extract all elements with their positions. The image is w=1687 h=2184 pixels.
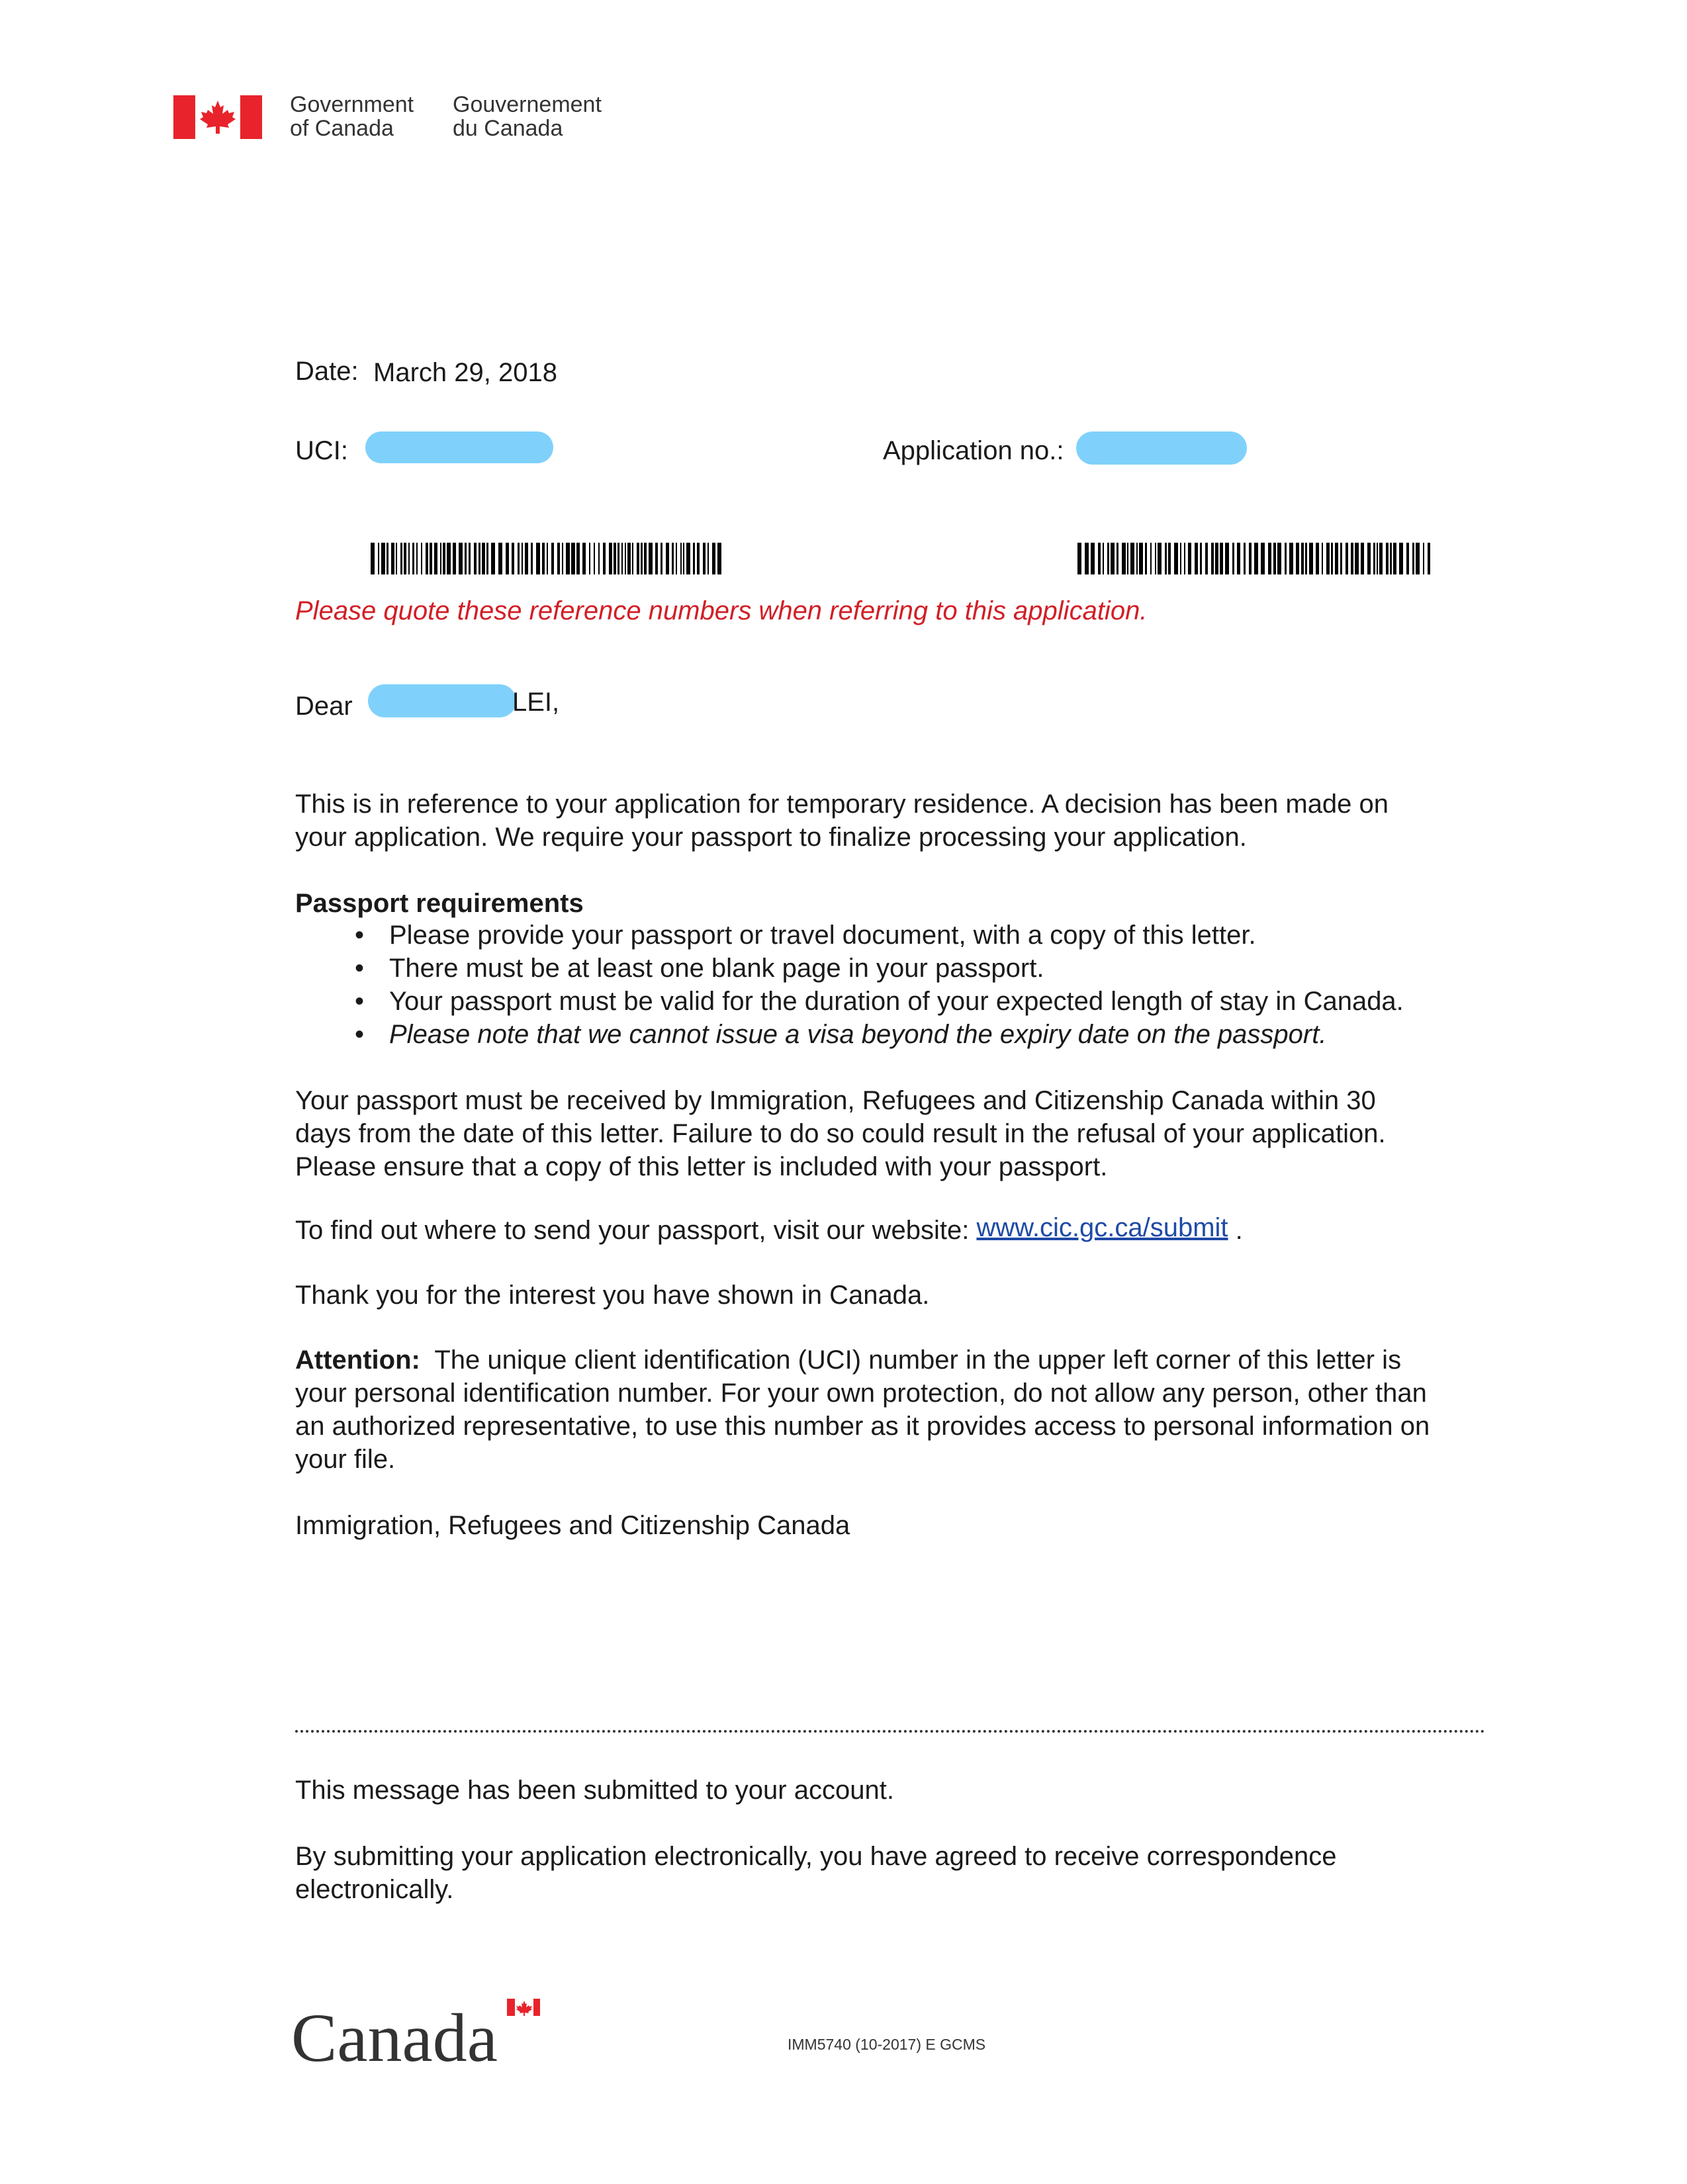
barcode-bar [609, 543, 612, 574]
barcode-bar [717, 543, 721, 574]
barcode-bar [1150, 543, 1152, 574]
barcode-bar [594, 543, 595, 574]
barcode-bar [479, 543, 480, 574]
barcode-bar [1316, 543, 1319, 574]
barcode-bar [672, 543, 674, 574]
barcode-bar [416, 543, 418, 574]
barcode-bar [557, 543, 560, 574]
barcode-bar [1127, 543, 1128, 574]
fip-en-line2: of Canada [290, 116, 394, 141]
barcode-bar [453, 543, 456, 574]
barcode-bar [625, 543, 626, 574]
barcode-bar [1367, 543, 1371, 574]
barcode-bar [617, 543, 619, 574]
barcode-bar [547, 543, 548, 574]
barcode-bar [686, 543, 690, 574]
application-no-redaction [1076, 432, 1247, 465]
barcode-bar [1390, 543, 1392, 574]
barcode-bar [598, 543, 600, 574]
barcode-bar [1225, 543, 1229, 574]
barcode-bar [1261, 543, 1265, 574]
fip-fr-line2: du Canada [453, 116, 563, 141]
canada-flag-icon [173, 95, 262, 139]
bullet-text: Your passport must be valid for the duration of your expected length of stay in Canada. [389, 987, 1404, 1016]
barcode-bar [1428, 543, 1430, 574]
barcode-bar [1130, 543, 1134, 574]
passport-requirements-list [355, 919, 1404, 1051]
attention-line-2: your personal identification number. For your own protection, do not allow any person, other than [295, 1379, 1427, 1408]
barcode-bar [522, 543, 523, 574]
barcode-bar [1406, 543, 1409, 574]
barcode-bar [1180, 543, 1181, 574]
barcode-bar [1326, 543, 1330, 574]
attention-line-4: your file. [295, 1445, 396, 1474]
barcode-bar [562, 543, 563, 574]
attention-line-1-text: The unique client identification (UCI) number in the upper left corner of this letter is [434, 1345, 1402, 1375]
submitted-note: This message has been submitted to your account. [295, 1776, 894, 1805]
barcode-bar [408, 543, 410, 574]
dotted-divider [295, 1730, 1485, 1733]
barcode-bar [712, 543, 715, 574]
barcode-bar [1305, 543, 1307, 574]
barcode-bar [1200, 543, 1202, 574]
barcode-bar [440, 543, 441, 574]
passport-requirements-heading: Passport requirements [295, 889, 584, 918]
submit-link[interactable]: www.cic.gc.ca/submit [976, 1213, 1228, 1242]
barcode-bar [1077, 543, 1081, 574]
barcode-bar [1220, 543, 1223, 574]
uci-redaction [365, 432, 553, 463]
barcode-bar [378, 543, 379, 574]
receipt-line-2: days from the date of this letter. Failure to do so could result in the refusal of your application. [295, 1119, 1386, 1148]
bullet-icon: • [355, 987, 365, 1016]
barcode-bar [1136, 543, 1138, 574]
barcode-bar [434, 543, 437, 574]
barcode-bar [525, 543, 528, 574]
barcode-bar [531, 543, 533, 574]
application-no-label: Application no.: [883, 436, 1064, 465]
barcode-bar [1277, 543, 1281, 574]
barcode-bar [1155, 543, 1156, 574]
list-item [355, 1018, 1404, 1051]
barcode-bar [396, 543, 397, 574]
barcode-bar [551, 543, 554, 574]
intro-line-1: This is in reference to your application for temporary residence. A decision has been made on [295, 790, 1389, 819]
bullet-text: Please provide your passport or travel document, with a copy of this letter. [389, 921, 1256, 950]
barcode-bar [1335, 543, 1338, 574]
barcode-bar [518, 543, 520, 574]
attention-line-1 [295, 1343, 1430, 1377]
barcode-bar [1107, 543, 1109, 574]
salutation-name: LEI, [512, 688, 560, 717]
barcode-bar [1158, 543, 1162, 574]
bullet-text: Please note that we cannot issue a visa beyond the expiry date on the passport. [389, 1020, 1327, 1049]
barcode-bar [655, 543, 658, 574]
application-barcode [1077, 543, 1432, 574]
barcode-bar [506, 543, 509, 574]
canada-wordmark-logo [291, 1996, 540, 2069]
barcode-bar [1296, 543, 1299, 574]
barcode-bar [621, 543, 623, 574]
barcode-bar [1345, 543, 1348, 574]
barcode-bar [404, 543, 406, 574]
barcode-bar [1351, 543, 1353, 574]
barcode-bar [412, 543, 414, 574]
barcode-bar [641, 543, 643, 574]
barcode-bar [1205, 543, 1208, 574]
bullet-text: There must be at least one blank page in your passport. [389, 954, 1044, 983]
barcode-bar [1393, 543, 1396, 574]
send-paragraph [295, 1214, 1243, 1247]
barcode-bar [1145, 543, 1147, 574]
barcode-bar [571, 543, 575, 574]
barcode-bar [1309, 543, 1313, 574]
barcode-bar [1340, 543, 1342, 574]
barcode-bar [482, 543, 485, 574]
barcode-bar [371, 543, 375, 574]
barcode-bar [1249, 543, 1252, 574]
barcode-bar [430, 543, 432, 574]
barcode-bar [1386, 543, 1389, 574]
receipt-paragraph [295, 1084, 1386, 1183]
intro-paragraph [295, 788, 1389, 854]
barcode-bar [1379, 543, 1383, 574]
attention-paragraph [295, 1343, 1430, 1476]
attention-line-3: an authorized representative, to use this number as it provides access to personal information on [295, 1412, 1430, 1441]
barcode-bar [486, 543, 488, 574]
barcode-bar [1117, 543, 1118, 574]
barcode-bar [542, 543, 545, 574]
barcode-bar [666, 543, 669, 574]
thank-you-text: Thank you for the interest you have shown in Canada. [295, 1281, 930, 1310]
barcode-bar [1215, 543, 1218, 574]
barcode-bar [491, 543, 495, 574]
barcode-bar [1165, 543, 1167, 574]
barcode-bar [1098, 543, 1101, 574]
barcode-bar [1237, 543, 1240, 574]
barcode-bar [576, 543, 580, 574]
salutation-dear: Dear [295, 692, 353, 721]
barcode-bar [1273, 543, 1276, 574]
barcode-bar [1232, 543, 1234, 574]
barcode-bar [1301, 543, 1304, 574]
barcode-bar [1268, 543, 1271, 574]
barcode-bar [512, 543, 514, 574]
barcode-bar [400, 543, 402, 574]
barcode-bar [465, 543, 467, 574]
barcode-bar [1423, 543, 1424, 574]
bullet-icon: • [355, 954, 365, 983]
barcode-bar [632, 543, 633, 574]
receipt-line-1: Your passport must be received by Immigration, Refugees and Citizenship Canada within 30 [295, 1086, 1376, 1115]
barcode-bar [421, 543, 422, 574]
barcode-bar [637, 543, 639, 574]
attention-label: Attention: [295, 1345, 420, 1375]
barcode-bar [447, 543, 451, 574]
barcode-bar [1416, 543, 1420, 574]
barcode-bar [391, 543, 394, 574]
barcode-bar [1168, 543, 1171, 574]
barcode-bar [589, 543, 590, 574]
barcode-bar [536, 543, 540, 574]
barcode-bar [498, 543, 502, 574]
barcode-bar [661, 543, 662, 574]
barcode-bar [1377, 543, 1378, 574]
barcode-bar [1322, 543, 1323, 574]
government-of-canada-en [290, 93, 414, 140]
date-value: March 29, 2018 [373, 358, 557, 387]
barcode-bar [381, 543, 385, 574]
barcode-bar [1285, 543, 1287, 574]
barcode-bar [703, 543, 706, 574]
barcode-bar [1361, 543, 1364, 574]
uci-barcode [371, 543, 724, 574]
barcode-bar [1188, 543, 1191, 574]
barcode-bar [1174, 543, 1178, 574]
barcode-bar [644, 543, 647, 574]
list-item [355, 985, 1404, 1018]
list-item [355, 919, 1404, 952]
barcode-bar [1103, 543, 1104, 574]
barcode-bar [582, 543, 586, 574]
barcode-bar [1412, 543, 1414, 574]
barcode-bar [1139, 543, 1143, 574]
barcode-bar [459, 543, 463, 574]
barcode-bar [676, 543, 677, 574]
barcode-bar [1211, 543, 1214, 574]
barcode-bar [1111, 543, 1115, 574]
name-redaction [368, 684, 516, 717]
barcode-bar [566, 543, 570, 574]
reference-note: Please quote these reference numbers when referring to this application. [295, 596, 1148, 625]
form-code: IMM5740 (10-2017) E GCMS [788, 2036, 986, 2053]
barcode-bar [1399, 543, 1403, 574]
electronic-line-2: electronically. [295, 1875, 454, 1904]
barcode-bar [603, 543, 606, 574]
receipt-line-3: Please ensure that a copy of this letter is included with your passport. [295, 1152, 1108, 1181]
barcode-bar [1244, 543, 1246, 574]
barcode-bar [649, 543, 653, 574]
barcode-bar [614, 543, 616, 574]
barcode-bar [627, 543, 631, 574]
electronic-note [295, 1840, 1336, 1906]
bullet-icon: • [355, 1020, 365, 1049]
send-prefix: To find out where to send your passport, visit our website: [295, 1216, 970, 1245]
fip-en-line1: Government [290, 92, 414, 117]
government-of-canada-fr [453, 93, 602, 140]
barcode-bar [1331, 543, 1333, 574]
list-item [355, 952, 1404, 985]
uci-label: UCI: [295, 436, 348, 465]
barcode-bar [693, 543, 695, 574]
barcode-bar [387, 543, 388, 574]
barcode-bar [1122, 543, 1126, 574]
barcode-bar [683, 543, 684, 574]
bullet-icon: • [355, 921, 365, 950]
signature: Immigration, Refugees and Citizenship Canada [295, 1511, 850, 1540]
intro-line-2: your application. We require your passport to finalize processing your application. [295, 823, 1247, 852]
barcode-bar [1091, 543, 1095, 574]
barcode-bar [697, 543, 700, 574]
date-label: Date: [295, 357, 359, 386]
barcode-bar [1184, 543, 1185, 574]
barcode-bar [443, 543, 445, 574]
barcode-bar [426, 543, 428, 574]
barcode-bar [1289, 543, 1293, 574]
barcode-bar [1355, 543, 1359, 574]
barcode-bar [1195, 543, 1198, 574]
barcode-bar [680, 543, 682, 574]
send-suffix: . [1235, 1216, 1243, 1245]
barcode-bar [1373, 543, 1375, 574]
barcode-bar [474, 543, 477, 574]
wordmark-text: Canada [291, 2000, 498, 2069]
fip-fr-line1: Gouvernement [453, 92, 602, 117]
barcode-bar [1254, 543, 1258, 574]
barcode-bar [707, 543, 709, 574]
electronic-line-1: By submitting your application electronically, you have agreed to receive correspondence [295, 1842, 1337, 1871]
barcode-bar [469, 543, 471, 574]
barcode-bar [1085, 543, 1089, 574]
